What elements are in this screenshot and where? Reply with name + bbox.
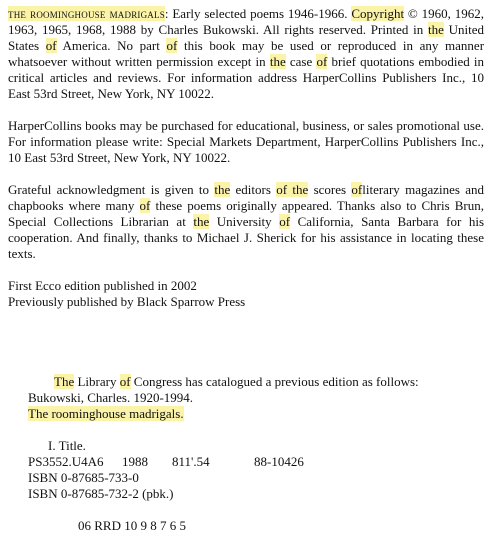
highlight-word: the [269,54,286,69]
publisher-line: Previously published by Black Sparrow Press [8,294,246,309]
cip-text: Congress has catalogued a previous edition as follows: [133,374,419,389]
highlight-word: of the [276,182,309,197]
subtitle-text: : Early selected poems 1946-1966. [164,6,348,21]
cip-title [8,406,484,422]
cip-text: Library [77,374,117,389]
highlight-word: of [279,214,291,229]
cip-year: 1988 [122,454,148,469]
highlight-word: of [119,374,131,389]
highlight-word: of [316,54,328,69]
highlight-word: of [351,182,363,197]
ack-text: literary magazines and chapbooks where many [8,182,485,213]
highlight-word: the [427,22,444,37]
ack-text: University [216,214,272,229]
copyright-text: © 1960, 1962, 1963, 1965, 1968, 1988 by Charles Bukowski. All rights reserved. Printed in [8,6,485,37]
copyright-text: brief quotations embodied in critical articles and reviews. For information address HarperCollins Publishers Inc., 10 East 53rd Street, New York, NY 10022. [8,54,485,101]
copyright-text: America. No part [62,38,160,53]
isbn-paperback: ISBN 0-87685-732-2 (pbk.) [28,486,174,501]
ack-text: scores [313,182,347,197]
cip-heading [8,374,484,390]
edition-info [8,278,484,310]
copyright-page [8,6,484,534]
copyright-text: this book may be used or reproduced in any manner whatsoever without written permission except in [8,38,485,69]
dewey-number: 811'.54 [172,454,210,469]
edition-line: First Ecco edition published in 2002 [8,278,197,293]
cip-author: Bukowski, Charles. 1920-1994. [28,390,194,405]
cip-block [8,374,484,534]
highlight-word: of [166,38,178,53]
printing-line: 06 RRD 10 9 8 7 6 5 [78,518,186,533]
acknowledgment-paragraph [8,182,484,262]
lccn: 88-10426 [254,454,304,469]
highlight-word: of [139,198,151,213]
copyright-word: Copyright [351,6,405,21]
ack-text: Grateful acknowledgment is given to [8,182,210,197]
ack-text: California, Santa Barbara for his cooperation. And finally, thanks to Michael J. Sherick for his assistance in locating these texts. [8,214,485,261]
highlight-word: of [45,38,57,53]
sales-paragraph: HarperCollins books may be purchased for educational, business, or sales promotional use. For information please write: Special Markets Department, HarperCollins Publishers Inc., 10 East 53rd Street, New York, NY 10022. [8,118,484,165]
cip-classification [8,454,484,470]
cip-title-text: The roominghouse madrigals. [28,406,184,421]
copyright-text: case [289,54,313,69]
highlight-word: The [54,374,75,389]
book-title: the roominghouse madrigals [8,6,165,21]
isbn-cloth: ISBN 0-87685-733-0 [28,470,139,485]
highlight-word: the [193,214,210,229]
copyright-text: United States [8,22,485,53]
call-number: PS3552.U4A6 [28,454,104,469]
ack-text: these poems originally appeared. Thanks also to Chris Brun, Special Collections Librarian at [8,198,485,229]
cip-subject: I. Title. [48,438,86,453]
copyright-paragraph [8,6,484,102]
highlight-word: the [214,182,231,197]
ack-text: editors [235,182,271,197]
